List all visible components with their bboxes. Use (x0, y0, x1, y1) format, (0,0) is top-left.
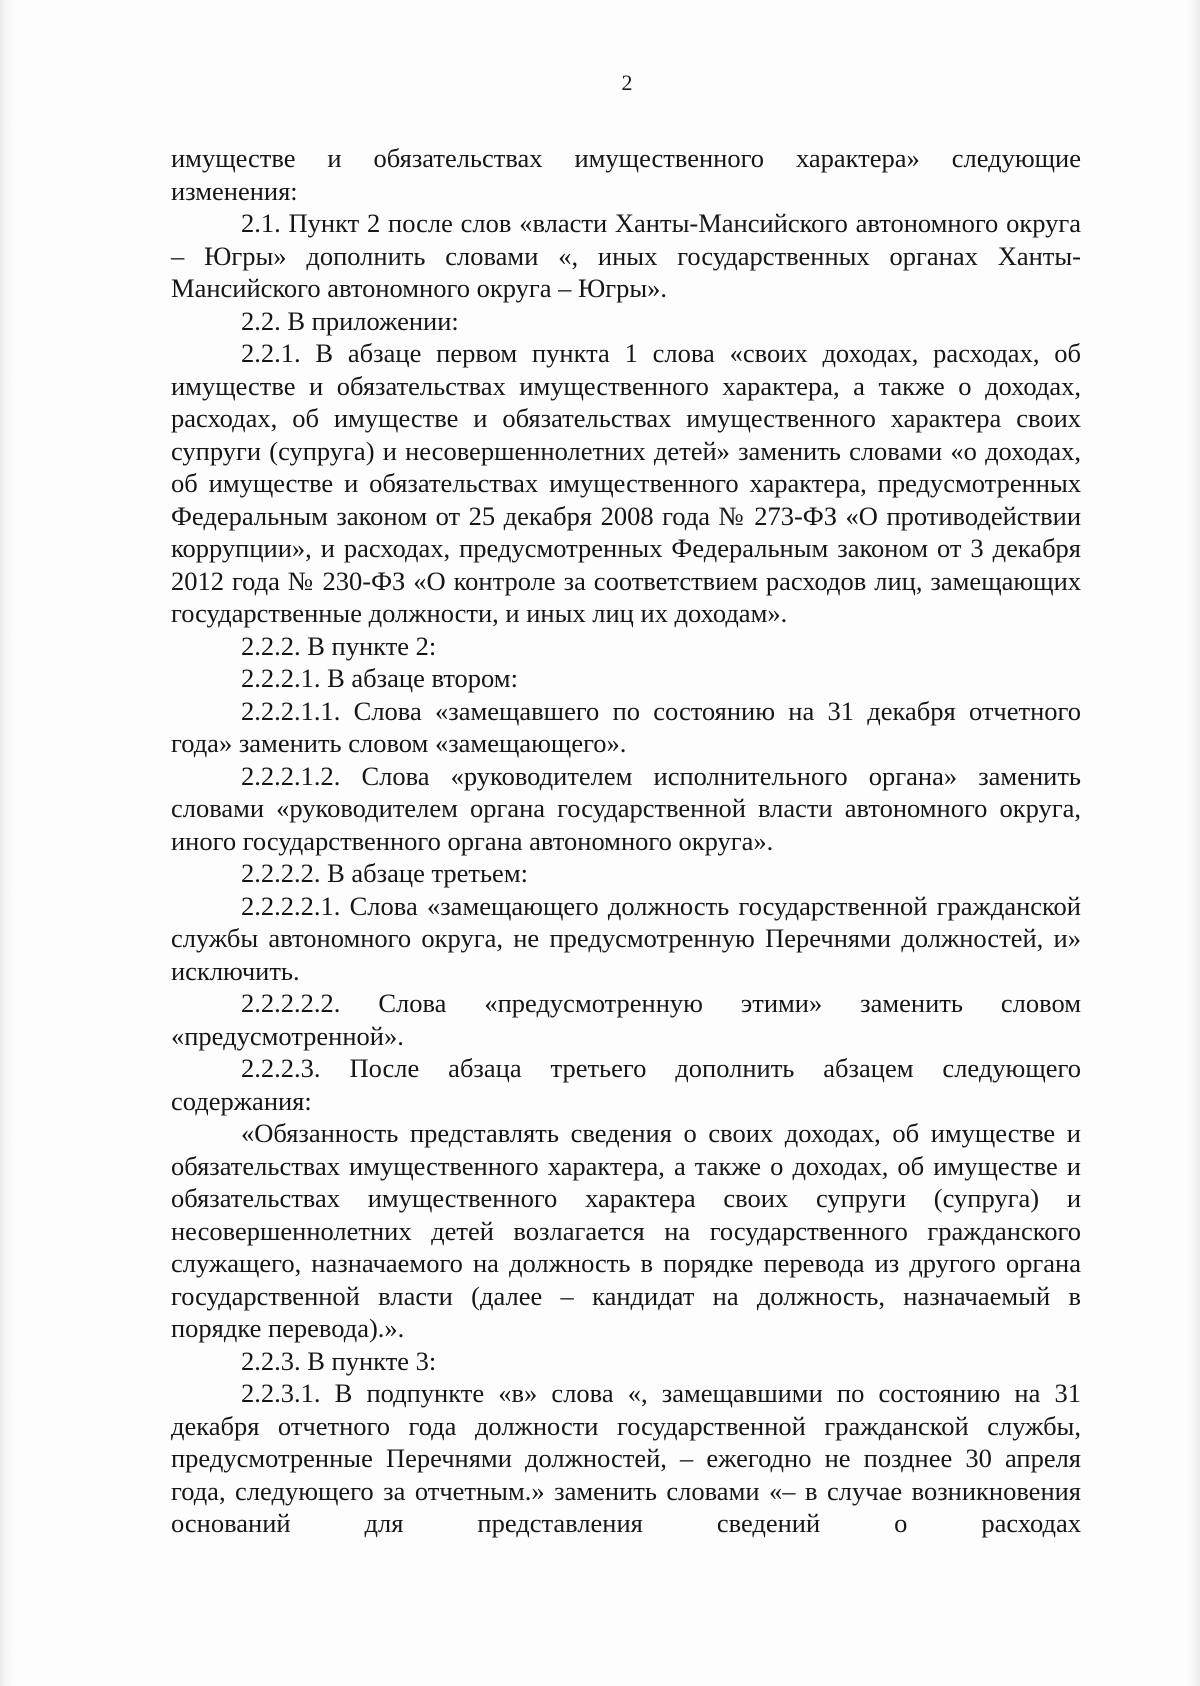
paragraph: 2.2.2.2.2. Слова «предусмотренную этими» заменить словом «предусмотренной». (171, 988, 1081, 1051)
scan-edge-right (1170, 0, 1200, 1686)
paragraph: 2.2.1. В абзаце первом пункта 1 слова «своих доходах, расходах, об имуществе и обязательствах имущественного характера, а также о доходах, расходах, об имуществе и обязательствах имущественного характера своих супруги (супруга) и несовершеннолетних детей» заменить словами «о доходах, об имуществе и обязательствах имущественного характера, предусмотренных Федеральным законом от 25 декабря 2008 года № 273-ФЗ «О противодействии коррупции», и расходах, предусмотренных Федеральным законом от 3 декабря 2012 года № 230-ФЗ «О контроле за соответствием расходов лиц, замещающих государственные должности, и иных лиц их доходам». (171, 338, 1081, 628)
paragraph: 2.2.2.1.2. Слова «руководителем исполнительного органа» заменить словами «руководителем органа государственной власти автономного округа, иного государственного органа автономного округа». (171, 760, 1081, 856)
scan-edge-left (0, 0, 40, 1686)
document-body (171, 142, 1081, 1540)
page-number: 2 (621, 70, 633, 95)
paragraph: 2.2.2.1.1. Слова «замещавшего по состоянию на 31 декабря отчетного года» заменить словом «замещающего». (171, 695, 1081, 758)
paragraph: 2.2.2.3. После абзаца третьего дополнить абзацем следующего содержания: (171, 1053, 1081, 1116)
paragraph: 2.2.3.1. В подпункте «в» слова «, замещавшими по состоянию на 31 декабря отчетного года должности государственной гражданской службы, предусмотренные Перечнями должностей, – ежегодно не позднее 30 апреля года, следующего за отчетным.» заменить словами «– в случае возникновения оснований для представления сведений о расходах (171, 1378, 1081, 1538)
paragraph: 2.2.2.2.1. Слова «замещающего должность государственной гражданской службы автономного округа, не предусмотренную Перечнями должностей, и» исключить. (171, 890, 1081, 986)
paragraph: 2.2. В приложении: (241, 305, 459, 336)
paragraph: 2.2.2.2. В абзаце третьем: (241, 858, 528, 888)
paragraph: 2.2.2. В пункте 2: (241, 630, 437, 661)
paragraph: «Обязанность представлять сведения о своих доходах, об имуществе и обязательствах имущественного характера, а также о доходах, об имуществе и обязательствах имущественного характера своих супруги (супруга) и несовершеннолетних детей возлагается на государственного гражданского служащего, назначаемого на должность в порядке перевода из другого органа государственной власти (далее – кандидат на должность, назначаемый в порядке перевода).». (171, 1118, 1081, 1343)
paragraph: 2.1. Пункт 2 после слов «власти Ханты-Мансийского автономного округа – Югры» дополнить словами «, иных государственных органах Ханты-Мансийского автономного округа – Югры». (171, 208, 1081, 303)
paragraph: имуществе и обязательствах имущественного характера» следующие изменения: (171, 143, 1081, 206)
paragraph: 2.2.2.1. В абзаце втором: (241, 663, 518, 693)
paragraph: 2.2.3. В пункте 3: (241, 1345, 437, 1376)
